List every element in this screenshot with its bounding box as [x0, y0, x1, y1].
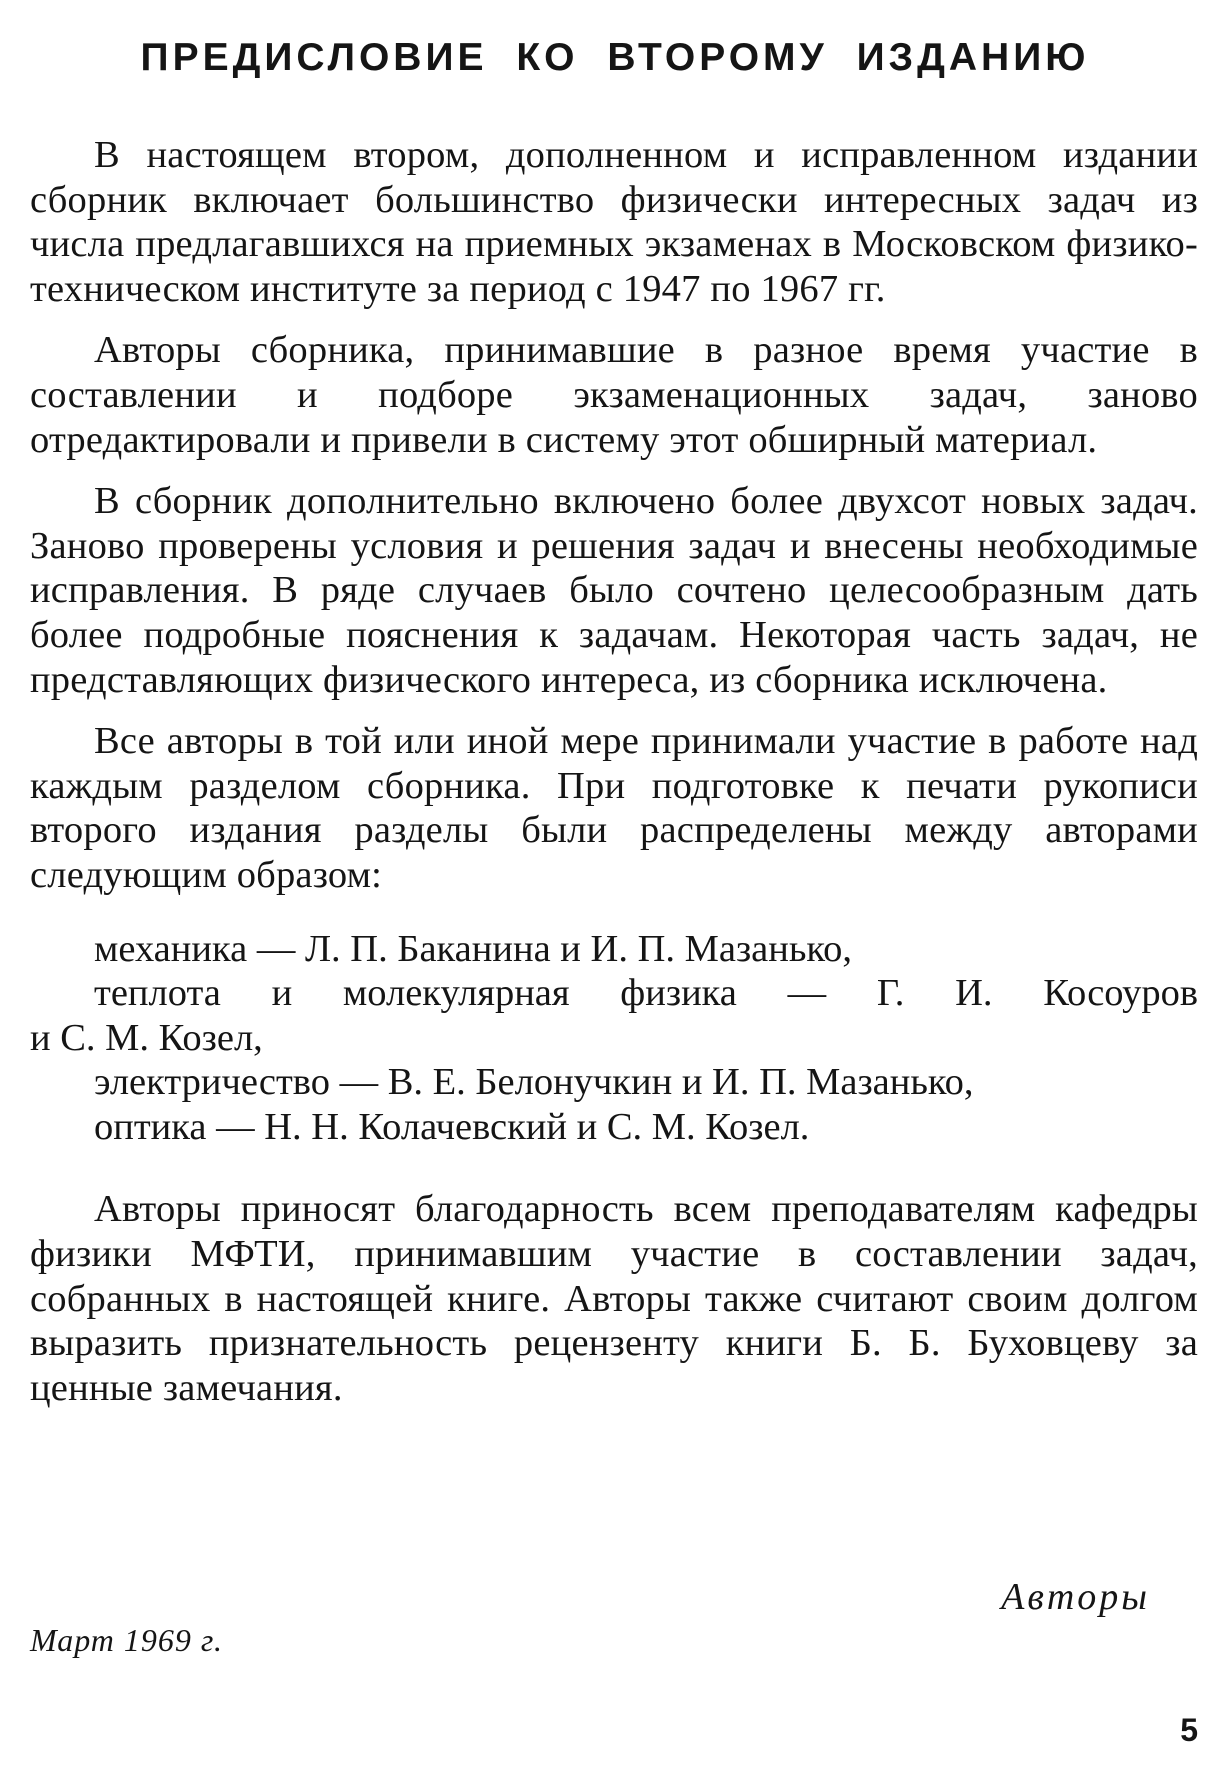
paragraph-additions: В сборник дополнительно включено более двухсот новых задач. Заново проверены условия и решения задач и внесены необходимые исправления. В ряде случаев было сочтено целесообразным дать более подробные пояснения к задачам. Некоторая часть задач, не представляющих физического интереса, из сборника исключена.: [30, 480, 1198, 701]
preface-body: [30, 133, 1198, 1427]
distribution-mechanics: механика — Л. П. Баканина и И. П. Мазанько,: [94, 927, 853, 970]
paragraph-editing: Авторы сборника, принимавшие в разное время участие в составлении и подборе экзаменационных задач, заново отредактировали и привели в систему этот обширный материал.: [30, 329, 1198, 461]
date: Март 1969 г.: [30, 1622, 223, 1658]
distribution-heat: теплота и молекулярная физика — Г. И. Косоуров: [94, 972, 1198, 1015]
paragraph-contributions: Все авторы в той или иной мере принимали участие в работе над каждым разделом сборника. При подготовке к печати рукописи второго издания разделы были распределены между авторами следующим образом:: [30, 720, 1198, 896]
page-number: 5: [1180, 1712, 1198, 1748]
distribution-electricity: электричество — В. Е. Белонучкин и И. П. Мазанько,: [94, 1061, 974, 1104]
distribution-heat-continued: и С. М. Козел,: [30, 1016, 263, 1059]
distribution-optics: оптика — Н. Н. Колачевский и С. М. Козел.: [94, 1105, 810, 1148]
paragraph-acknowledgement: Авторы приносят благодарность всем преподавателям кафедры физики МФТИ, принимавшим участие в составлении задач, собранных в настоящей книге. Авторы также считают своим долгом выразить признательность рецензенту книги Б. Б. Буховцеву за ценные замечания.: [30, 1188, 1198, 1409]
page-title: ПРЕДИСЛОВИЕ КО ВТОРОМУ ИЗДАНИЮ: [140, 36, 1090, 79]
section-distribution-list: [30, 927, 1198, 1150]
signature: Авторы: [1001, 1576, 1150, 1618]
paragraph-scope: В настоящем втором, дополненном и исправленном издании сборник включает большинство физически интересных задач из числа предлагавшихся на приемных экзаменах в Московском физико-техническом институте за период с 1947 по 1967 гг.: [30, 134, 1198, 310]
